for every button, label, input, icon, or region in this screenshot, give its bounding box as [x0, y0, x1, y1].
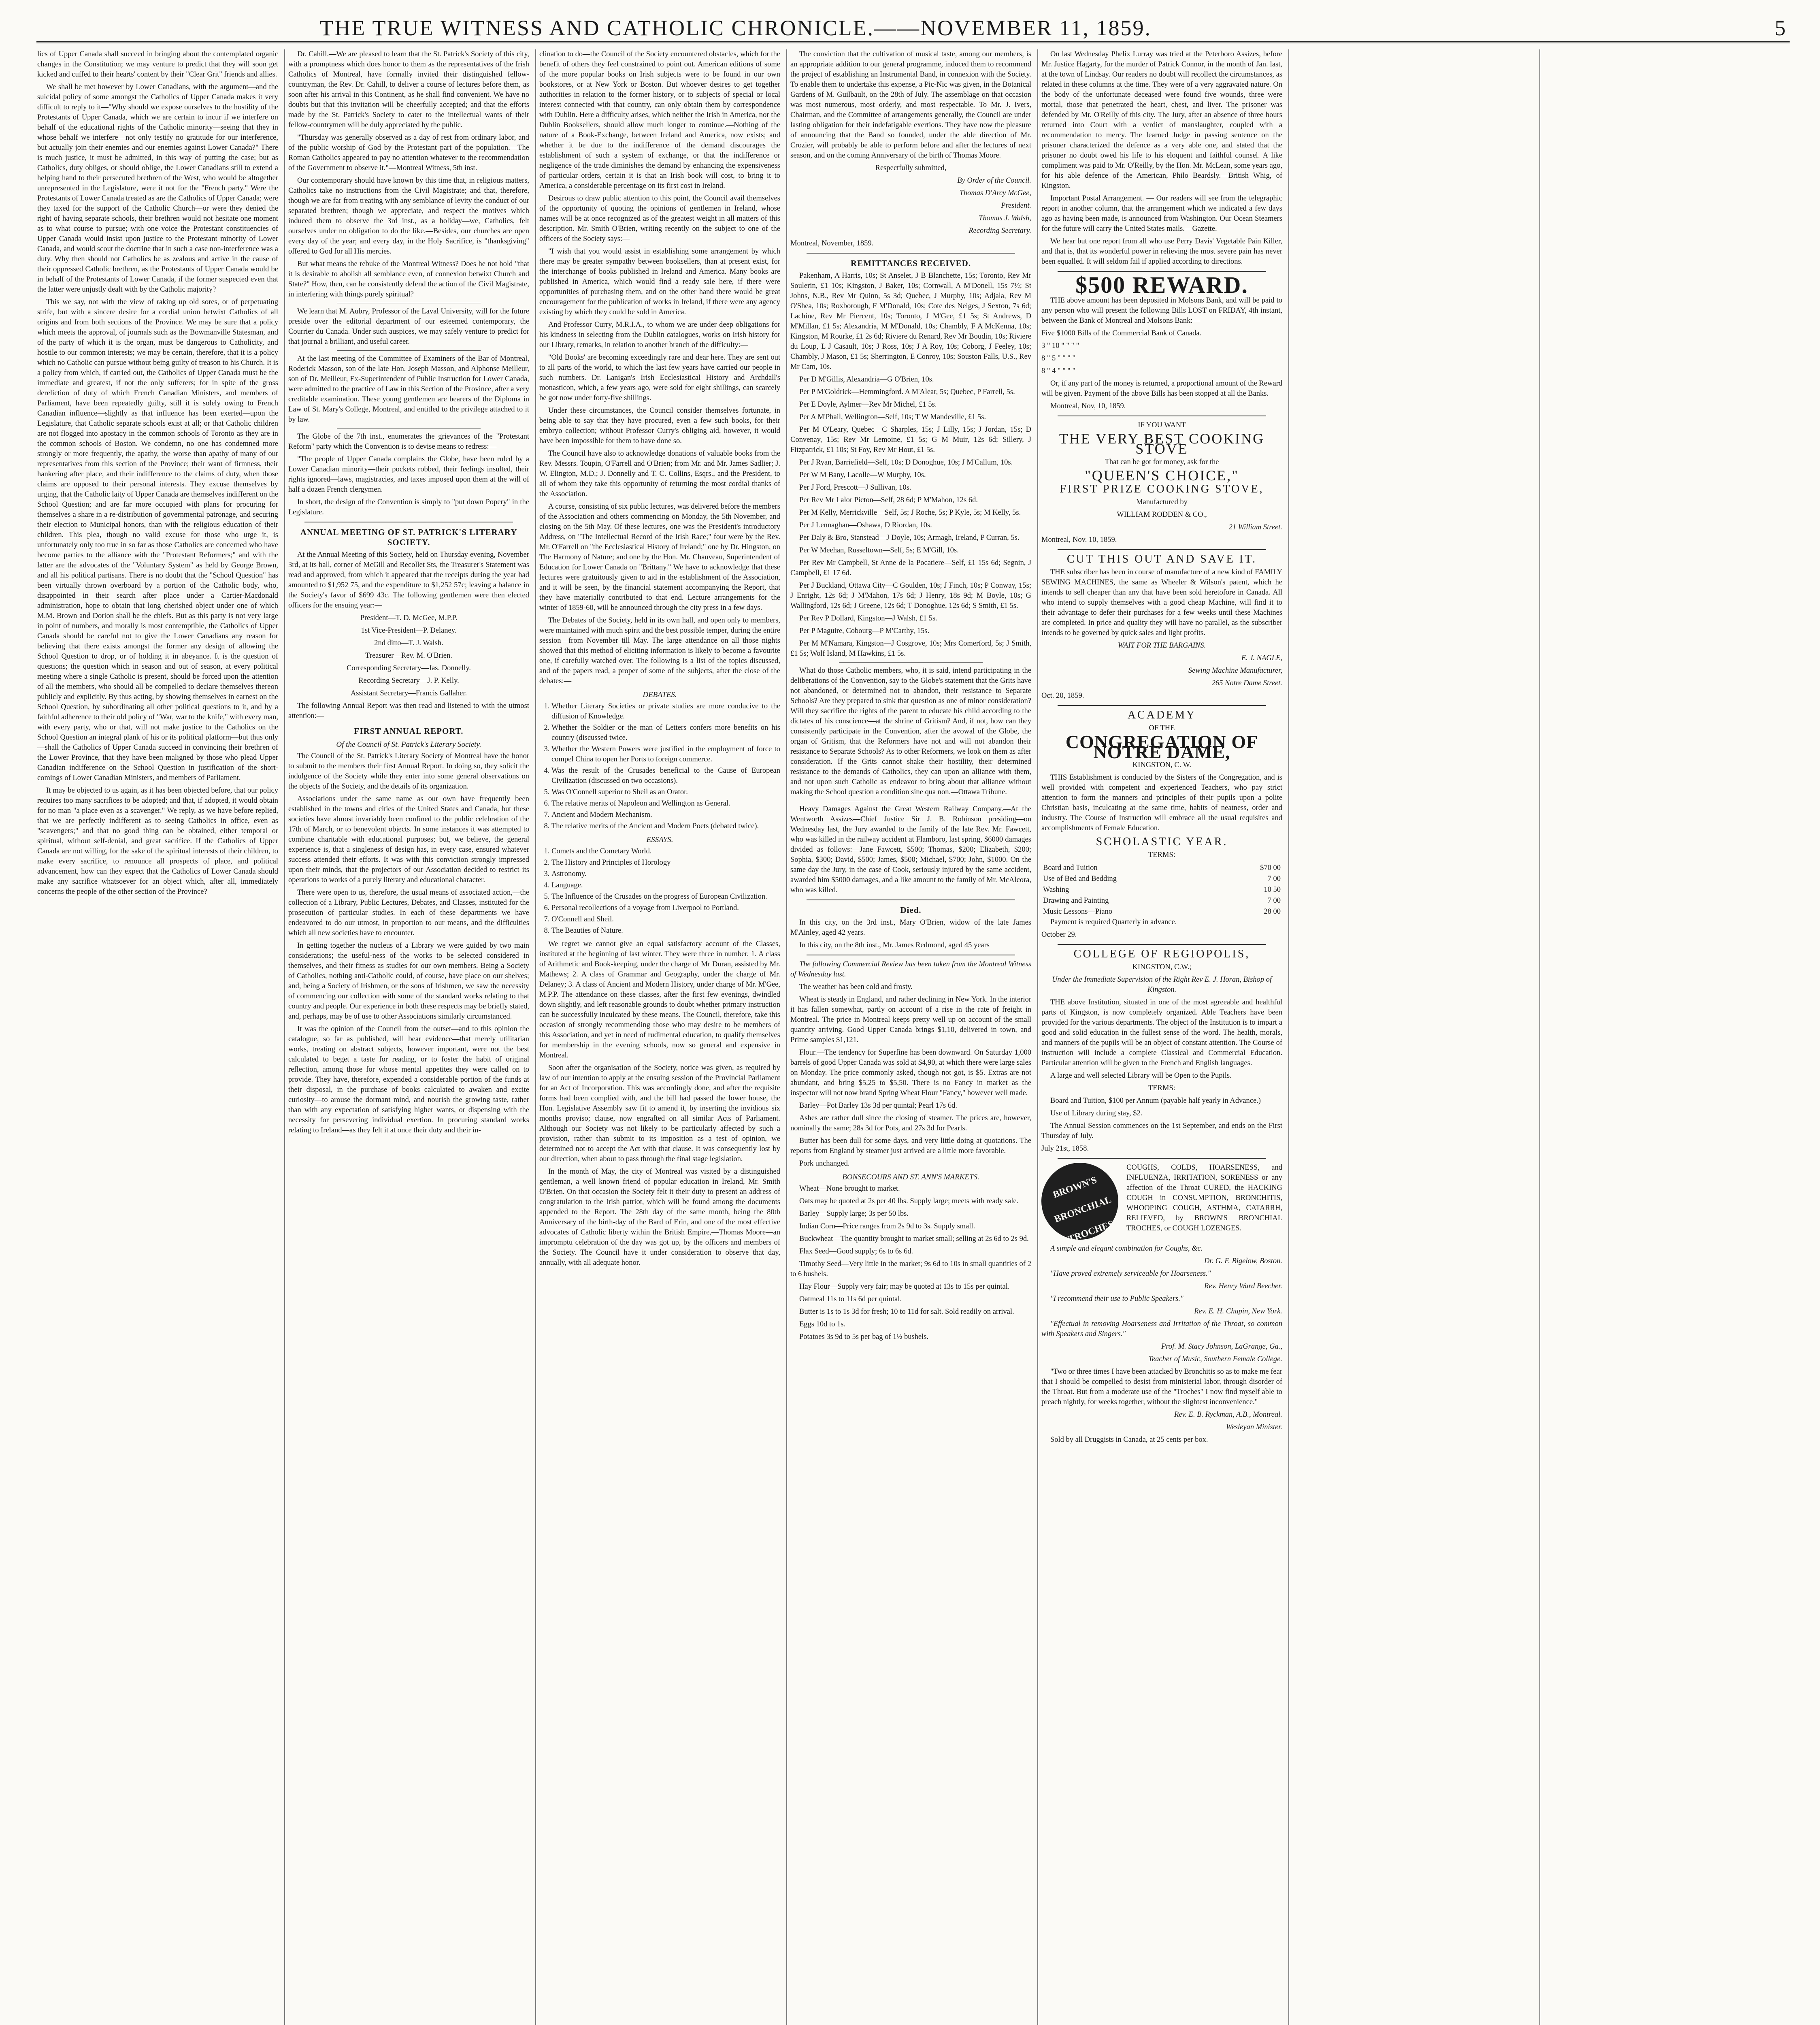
dateline: July 21st, 1858.: [1041, 1145, 1089, 1153]
remittance-text: Pakenham, A Harris, 10s; St Anselet, J B Blanchette, 15s; Toronto, Rev Mr Soulerin, £1 10s; Kingston, J Baker, 10s; Cornwall, A M'Donell, 15s 7½; St Johns, N.B., Rev Mr Quinn, 5s 3d; Quebec, J Murphy, 10s; Adjala, Rev M O'Shea, 10s; Roxborough, F M'Donald, 10s; Cote des Neiges, J Sexton, 7s 6d; Lachine, Rev Mr Piercent, 10s; Toronto, J M'Gee, £1 5s; St Andrews, D M'Millan, £1 5s; Alexandria, M M'Donald, 10s; Chambly, F A McKenna, 10s; Kingston, M Rourke, £1 2s 6d; Riviere du Renard, Rev Mr Boudin, 10s; Riviere du Loup, L J Casault, 10s; J Ross, 10s; J A Roy, 10s; Coborg, J Feeley, 10s; Chambly, J Mason, £1 5s; Sherrington, E Conroy, 10s; Souston Falls, U.S., Rev Mr Cam, 10s.: [790, 272, 1031, 371]
list-item: 1. Comets and the Cometary World.: [551, 846, 780, 857]
signature-line: Recording Secretary.: [969, 227, 1031, 235]
stove-ad-line: Manufactured by: [1136, 498, 1188, 506]
newspaper-title: THE TRUE WITNESS AND CATHOLIC CHRONICLE.——NOVEMBER 11, 1859.: [320, 16, 1152, 40]
sewing-ad-heading: CUT THIS OUT AND SAVE IT.: [1066, 553, 1257, 565]
column-4: [790, 49, 1031, 2025]
list-heading: ESSAYS.: [646, 836, 673, 844]
list-item: 4. Language.: [551, 880, 780, 891]
remittance-text: Per E Doyle, Aylmer—Rev Mr Michel, £1 5s.: [799, 401, 937, 409]
college-location: KINGSTON, C.W.;: [1132, 963, 1192, 971]
reward-text: Or, if any part of the money is returned, a proportional amount of the Reward will be given. Payment of the above Bills has been stopped at all the Banks.: [1041, 379, 1282, 398]
academy-text: THIS Establishment is conducted by the Sisters of the Congregation, and is well provided with competent and experienced Teachers, who pay strict attention to form the manners and principles of their pupils upon a polite Christian basis, inculcating at the same time, habits of neatness, order and industry. The Course of Instruction will embrace all the usual requisites and accomplishments of Female Education.: [1041, 774, 1282, 832]
column-rule: [786, 49, 787, 2025]
list-item: 8. The Beauties of Nature.: [551, 926, 780, 936]
article-paragraph: The Debates of the Society, held in its own hall, and open only to members, were maintained with much spirit and the best possible temper, during the entire session—from November till May. The large attendance on all those nights showed that this method of eliciting information is likely to become a favourite one, if carefully watched over. The following is a list of the topics discussed, and of the papers read, a proper of some of the subjects, after the close of the debates:—: [539, 616, 780, 685]
commercial-paragraph: Pork unchanged.: [799, 1160, 850, 1168]
article-paragraph: In getting together the nucleus of a Library we were guided by two main considerations; the useful-ness of the works to be selected considered in themselves, and their fitness as studies for our own members. Being a Society of Catholics, nothing anti-Catholic could, of course, have place on our shelves; and, being a Society of Irishmen, or the sons of Irishmen, we saw the necessity of commencing our collection with some of the standard works relating to that country and people. Our experience in both these respects may be briefly stated, and, perhaps, may be of use to other Associations similarly circumstanced.: [288, 942, 529, 1021]
stove-ad-maker: WILLIAM RODDEN & CO.,: [1117, 511, 1207, 519]
article-paragraph: Associations under the same name as our own have frequently been established in the towns and cities of the United States and Canada, but these societies have almost invariably been confined to the public celebration of the 17th of March, or to benevolent objects. In some instances it was attempted to combine charitable with educational purposes; but, we believe, the general experience is, that a singleness of design has, in every case, ensured whatever success attended their efforts. It was with this conviction strongly impressed upon their minds, that the projectors of our Association decided to restrict its operations to works of a purely literary and educational character.: [288, 795, 529, 884]
page-number: 5: [1775, 16, 1786, 40]
article-paragraph: Heavy Damages Against the Great Western Railway Company.—At the Wentworth Assizes—Chief Justice Sir J. B. Robinson presiding—on Wednesday last, the Jury awarded to the family of the late Rev. Mr. Fawcett, who was killed in the railway accident at Flamboro, last spring, $6000 damages divided as follows:—Jane Fawcett, $500; Thomas, $200; Elizabeth, $200; Sophia, $300; David, $500; James, $500; Michael, $700; John, $1000. On the same day the Jury, in the case of Cook, seriously injured by the same accident, awarded him $5000 damages, and a like amount to the family of Mr. McAlcora, who was killed.: [790, 805, 1031, 894]
article-paragraph: lics of Upper Canada shall succeed in bringing about the contemplated organic changes in the Constitution; we may venture to predict that they will soon get kicked and cuffed to their hearts' content by their "Clear Grit" friends and allies.: [37, 50, 278, 79]
debates-list: [539, 701, 780, 831]
remittance-text: Per P Maguire, Cobourg—P M'Carthy, 15s.: [799, 627, 930, 635]
article-paragraph: In the month of May, the city of Montreal was visited by a distinguished gentleman, a well known friend of popular education in Ireland, Mr. Smith O'Brien. On that occasion the Society felt it their duty to present an address of congratulation to the Irish patriot, which will be found among the documents appended to the Report. The 28th day of the same month, being the 80th Anniversary of the birth-day of the Bard of Erin, and one of the most effective advocates of Catholic liberty within the British Empire,—Thomas Moore—an impromptu celebration of the day was got up, by the officers and members of the Society. The Council have it under consideration to observe that day, annually, with all adequate honor.: [539, 1168, 780, 1267]
quoted-paragraph: "The people of Upper Canada complains the Globe, have been ruled by a Lower Canadian minority—their pockets robbed, their feelings insulted, their rights ignored—laws, magistracies, and taxes imposed upon them at the will of half a dozen French clergymen.: [288, 455, 529, 494]
article-paragraph: The conviction that the cultivation of musical taste, among our members, is an appropriate addition to our general programme, induced them to recommend the project of establishing an Instrumental Band, in connexion with the Society. To enable them to undertake this expense, a Pic-Nic was given, in the Botanical Gardens of M. Guilbault, on the 28th of July. The assemblage on that occasion was most numerous, most orderly, and most respectable. To Mr. J. Ivers, Chairman, and the Committee of arrangements generally, the Council are under lasting obligation for their indefatigable exertions. They have now the pleasure of announcing that the Band so founded, under the able direction of Mr. Crozier, will probably be able to perform before and after the lectures of next season, and on the coming Anniversary of the birth of Thomas Moore.: [790, 50, 1031, 160]
remittance-text: Per Daly & Bro, Stanstead—J Doyle, 10s; Armagh, Ireland, P Curran, 5s.: [799, 534, 1020, 542]
column-1: [37, 49, 278, 2025]
terms-note: Payment is required Quarterly in advance.: [1050, 918, 1177, 926]
commercial-paragraph: Barley—Pot Barley 13s 3d per quintal; Pearl 17s 6d.: [799, 1102, 957, 1110]
obituary-item: In this city, on the 8th inst., Mr. James Redmond, aged 45 years: [799, 941, 990, 949]
divider: [1058, 1158, 1266, 1159]
commercial-paragraph: The weather has been cold and frosty.: [799, 983, 913, 991]
remittance-text: Per J Ford, Prescott—J Sullivan, 10s.: [799, 484, 911, 492]
stove-ad-name: "QUEEN'S CHOICE,": [1085, 467, 1239, 484]
market-line: Buckwheat—The quantity brought to market small; selling at 2s 6d to 2s 9d.: [799, 1235, 1029, 1243]
testimonial-author: Wesleyan Minister.: [1226, 1423, 1282, 1431]
terms-row: [1041, 906, 1282, 917]
market-line: Eggs 10d to 1s.: [799, 1320, 846, 1328]
testimonial-quote: "Have proved extremely serviceable for Hoarseness.": [1050, 1270, 1211, 1278]
market-line: Wheat—None brought to market.: [799, 1185, 900, 1193]
article-paragraph: The Globe of the 7th inst., enumerates the grievances of the "Protestant Reform" party which the Convention is to devise means to redress:—: [288, 433, 529, 451]
troches-text: COUGHS, COLDS, HOARSENESS, and INFLUENZA, IRRITATION, SORENESS or any affection of the Throat CURED, the HACKING COUGH in CONSUMPTION, BRONCHITIS, WHOOPING COUGH, ASTHMA, CATARRH, RELIEVED, by BROWN'S BRONCHIAL TROCHES, or COUGH LOZENGES.: [1126, 1164, 1282, 1232]
terms-item: Use of Bed and Bedding: [1043, 875, 1117, 883]
article-paragraph: The Council of the St. Patrick's Literary Society of Montreal have the honor to submit to the members their first Annual Report. In doing so, they solicit the indulgence of the Society while they enter into some general observations on the objects of the Society, and the details of its organization.: [288, 752, 529, 791]
remittance-text: Per W Meehan, Russeltown—Self, 5s; E M'Gill, 10s.: [799, 546, 959, 554]
testimonial-author: Rev. Henry Ward Beecher.: [1204, 1282, 1282, 1290]
terms-price: 7 00: [1267, 875, 1281, 883]
column-rule: [1288, 49, 1289, 2025]
reward-bill-line: 8 " 4 " " " ": [1041, 367, 1076, 375]
college-supervision: Under the Immediate Supervision of the Right Rev E. J. Horan, Bishop of Kingston.: [1052, 976, 1272, 994]
testimonial-author: Prof. M. Stacy Johnson, LaGrange, Ga.,: [1161, 1343, 1282, 1351]
list-item: 6. Personal recollections of a voyage from Liverpool to Portland.: [551, 903, 780, 913]
officer-line: 2nd ditto—T. J. Walsh.: [374, 639, 443, 647]
remittance-text: Per D M'Gillis, Alexandria—G O'Brien, 10s.: [799, 375, 934, 384]
section-heading: Died.: [900, 905, 922, 915]
obituary-item: In this city, on the 3rd inst., Mary O'Brien, widow of the late James M'Ainley, aged 42 years.: [790, 919, 1031, 937]
academy-title: CONGREGATION OF NOTRE DAME,: [1065, 731, 1258, 762]
college-heading: COLLEGE OF REGIOPOLIS,: [1073, 948, 1250, 960]
sewing-ad-text: THE subscriber has been in course of manufacture of a new kind of FAMILY SEWING MACHINES, the same as Wheeler & Wilson's patent, which he intends to sell cheaper than any that have been sold heretofore in Canada. All who intend to supply themselves with a good cheap Machine, will find it to their advantage to defer their purchases for a few weeks until these Machines are completed. In price and quality they will have no parallel, as the subscriber intends to be governed by quick sales and light profits.: [1041, 568, 1282, 637]
reward-bill-line: 8 " 5 " " " ": [1041, 354, 1076, 362]
remittance-text: Per M M'Namara, Kingston—J Cosgrove, 10s; Mrs Comerford, 5s; J Smith, £1 5s; Wolf Island, M Hawkins, £1 5s.: [790, 639, 1031, 658]
college-text: THE above Institution, situated in one of the most agreeable and healthful parts of Kingston, is now completely organized. Able Teachers have been provided for the various departments. The object of the Institution is to impart a good and solid education in the fullest sense of the word. The health, morals, and manners of the pupils will be an object of constant attention. The Course of instruction will include a complete Classical and Commercial Education. Particular attention will be given to the French and English languages.: [1041, 998, 1282, 1067]
remittance-text: Per Rev Mr Lalor Picton—Self, 28 6d; P M'Mahon, 12s 6d.: [799, 496, 978, 504]
seal-text: BROWN'S BRONCHIAL TROCHES: [1051, 1174, 1115, 1245]
article-paragraph: We regret we cannot give an equal satisfactory account of the Classes, instituted at the beginning of last winter. They were three in number. 1. A class of Arithmetic and Book-keeping, under the charge of Mr Duran, assisted by Mr. Mathews; 2. A class of Grammar and Geography, under the charge of Mr. Delaney; 3. A class of Ancient and Modern History, under charge of Mr. M'Gee, M.P.P. The attendance on these classes, after the first few evenings, dwindled down slightly, and left reasonable grounds to doubt whether primary instruction can be successfully inculcated by these means. The Council, therefore, take this occasion of strongly recommending those who may desire to be members of this Association, and yet in need of rudimental education, to qualify themselves for membership in the evening schools, now so general and expensive in Montreal.: [539, 940, 780, 1059]
terms-row: [1041, 895, 1282, 906]
terms-row: [1041, 885, 1282, 895]
report-closing: Respectfully submitted,: [875, 164, 947, 172]
stove-ad-heading: THE VERY BEST COOKING STOVE: [1059, 431, 1265, 457]
divider: [807, 253, 1015, 254]
remittance-text: Per M O'Leary, Quebec—C Sharples, 15s; J Lilly, 15s; J Jordan, 15s; D Convenay, 15s; Rev Mr Lemoine, £1 5s; G M Muir, 12s 6d; Sillery, J Fitzpatrick, £1 10s; St Foy, Rev Mr Hout, £1 5s.: [790, 426, 1031, 454]
article-paragraph: A course, consisting of six public lectures, was delivered before the members of the Association and others commencing on Monday, the 5th November, and closing on the 5th May. Of these lectures, one was the President's introductory Address, on "The Intellectual Record of the Irish Race;" four were by the Rev. Mr. O'Farrell on "the Ecclesiastical History of Ireland;" one by Dr. Hingston, on The Harmony of Nature; and one by the Hon. Mr. Chauveau, Superintendent of Education for Lower Canada on "Brittany." We have to acknowledge that these lectures were gratuitously given to aid in the establishment of the Association, and it will be seen, by the financial statement accompanying the Report, that they have materially contributed to that end. Lecture arrangements for the winter of 1859-60, will be announced through the city press in a few days.: [539, 503, 780, 612]
signature-line: 265 Notre Dame Street.: [1211, 679, 1282, 687]
academy-location: KINGSTON, C. W.: [1132, 761, 1192, 769]
dateline: Montreal, November, 1859.: [790, 239, 874, 247]
stove-ad-line: That can be got for money, ask for the: [1105, 458, 1219, 466]
signature-line: E. J. NAGLE,: [1241, 654, 1282, 662]
article-paragraph: At the last meeting of the Committee of Examiners of the Bar of Montreal, Roderick Masson, son of the late Hon. Joseph Masson, and Alphonse Meilleur, son of Dr. Meilleur, Ex-Superintendent of Public Instruction for Lower Canada, were admitted to the practice of Law in this Section of the Province, after a very creditable examination. These young gentlemen are bearers of the Diploma in Law of St. Mary's College, Montreal, and entitled to the privilege attached to it by law.: [288, 355, 529, 424]
reward-bill-line: Five $1000 Bills of the Commercial Bank of Canada.: [1041, 329, 1202, 337]
article-paragraph: And Professor Curry, M.R.I.A., to whom we are under deep obligations for his kindness in selecting from the Dublin catalogues, works on Irish history for our Library, remarks, in relation to another branch of the difficulty:—: [539, 321, 780, 349]
article-paragraph: Dr. Cahill.—We are pleased to learn that the St. Patrick's Society of this city, with a promptness which does honor to them as the representatives of the Irish Catholics of Montreal, have formally invited their distinguished fellow-countryman, the Rev. Dr. Cahill, to deliver a course of lectures before them, as soon after his arrival in this Continent, as he shall find convenient. We have no doubts but that this invitation will be cheerfully accepted; and that the efforts made by the St. Patrick's Society to cater to the intellectual wants of their fellow-countrymen will be duly appreciated by the public.: [288, 50, 529, 129]
officer-line: Corresponding Secretary—Jas. Donnelly.: [346, 664, 471, 672]
column-2: [288, 49, 529, 2025]
commercial-intro: The following Commercial Review has been taken from the Montreal Witness of Wednesday last.: [790, 960, 1031, 978]
article-paragraph: We learn that M. Aubry, Professor of the Laval University, will for the future preside over the editorial department of our esteemed contemporary, the Courrier du Canada. Under such auspices, we may safely venture to predict for that journal a brilliant, and useful career.: [288, 307, 529, 346]
testimonial-author: Rev. E. H. Chapin, New York.: [1194, 1307, 1282, 1315]
column-3: [539, 49, 780, 2025]
troches-text: Sold by all Druggists in Canada, at 25 cents per box.: [1050, 1436, 1208, 1444]
dateline: Oct. 20, 1859.: [1041, 692, 1084, 700]
market-line: Butter is 1s to 1s 3d for fresh; 10 to 11d for salt. Sold readily on arrival.: [799, 1308, 1014, 1316]
advertisement-text: We hear but one report from all who use Perry Davis' Vegetable Pain Killer, and that is, that its wonderful power in relieving the most severe pain has never been equalled. It will seldom fail if applied according to directions.: [1041, 237, 1282, 266]
reward-text: THE above amount has been deposited in Molsons Bank, and will be paid to any person who will present the following Bills LOST on FRIDAY, 4th instant, between the Bank of Montreal and Molsons Bank:—: [1041, 296, 1282, 325]
quoted-paragraph: "Thursday was generally observed as a day of rest from ordinary labor, and of the public worship of God by the Protestant part of the population.—The Roman Catholics appeared to pay no attention whatever to the recommendation of the Government to observe it."—Montreal Witness, 5th inst.: [288, 134, 529, 172]
commercial-paragraph: Wheat is steady in England, and rather declining in New York. In the interior it has fallen somewhat, partly on account of a rise in the rate of freight in Montreal. The price in Montreal keeps pretty well up on account of the small quantity arriving. Good Upper Canada brings $1,10, delivered in town, and Prime samples $1,121.: [790, 995, 1031, 1044]
remittance-text: Per J Ryan, Barriefield—Self, 10s; D Donoghue, 10s; J M'Callum, 10s.: [799, 458, 1013, 467]
article-paragraph: In short, the design of the Convention is simply to "put down Popery" in the Legislature.: [288, 498, 529, 516]
article-paragraph: It was the opinion of the Council from the outset—and to this opinion the catalogue, so far as published, will bear evidence—that merely utilitarian works, treating on abstract subjects, however important, were not the best calculated to beget a taste for reading, or to foster the habit of original reflection, among those for whose mental appetites they were called on to provide. They have, therefore, expended a considerable portion of the funds at their disposal, in the purchase of books calculated to awaken and excite curiosity—to arouse the dormant mind, and nourish the growing taste, rather than with any expectation of satisfying higher wants, or dispensing with the necessity for persevering individual exertion. In procuring standard works relating to Ireland—as they felt it at once their duty and their in-: [288, 1025, 529, 1134]
article-paragraph: Under these circumstances, the Council consider themselves fortunate, in being able to say that they have procured, even a few such books, for their embryo collection; without Professor Curry's obliging aid, however, it would have been impossible for them to have done so.: [539, 407, 780, 445]
column-rule: [1539, 49, 1540, 2025]
market-line: Indian Corn—Price ranges from 2s 9d to 3s. Supply small.: [799, 1222, 975, 1230]
scholastic-year-heading: SCHOLASTIC YEAR.: [1096, 836, 1228, 848]
commercial-paragraph: Flour.—The tendency for Superfine has been downward. On Saturday 1,000 barrels of good Upper Canada was sold at $4,90, at which there were large sales on Monday. The price commonly asked, though not got, is $5. Extras are not abundant, and bring $5,25 to $5,50. There is no Fancy in market as the inspector will not now brand Spring Wheat Flour "Fancy," however well made.: [790, 1049, 1031, 1097]
signature-line: President.: [1001, 202, 1031, 210]
article-paragraph: Our contemporary should have known by this time that, in religious matters, Catholics take no instructions from the Civil Magistrate; and that, therefore, though we are far from treating with any semblance of levity the conduct of our separated brethren; though we appreciate, and respect the motives which induced them to observe the 3rd inst., as a holiday—we, Catholics, felt ourselves under no obligation to do the like.—Besides, our churches are open every day of the year; and every day, in the Holy Sacrifice, is "thanksgiving" offered to God for all His mercies.: [288, 177, 529, 256]
list-heading: DEBATES.: [643, 691, 677, 699]
dateline: Montreal, Nov, 10, 1859.: [1050, 402, 1126, 410]
column-rule: [535, 49, 536, 2025]
testimonial-quote: "Effectual in removing Hoarseness and Irritation of the Throat, so common with Speakers and Singers.": [1041, 1320, 1282, 1338]
market-line: Flax Seed—Good supply; 6s to 6s 6d.: [799, 1247, 913, 1256]
market-line: Potatoes 3s 9d to 5s per bag of 1½ bushels.: [799, 1333, 929, 1341]
testimonial-quote: "I recommend their use to Public Speakers.": [1050, 1295, 1184, 1303]
article-paragraph: The following Annual Report was then read and listened to with the utmost attention:—: [288, 702, 529, 720]
terms-heading: TERMS:: [1148, 851, 1175, 859]
divider: [1058, 944, 1266, 945]
commercial-paragraph: Butter has been dull for some days, and very little doing at quotations. The reports from England by steamer just arrived are a little more favorable.: [790, 1137, 1031, 1155]
list-item: 5. The Influence of the Crusades on the progress of European Civilization.: [551, 892, 780, 902]
quoted-paragraph: "Old Books' are becoming exceedingly rare and dear here. They are sent out to all parts of the world, to which the last few years have carried our people in such numbers. Dr. Lanigan's Irish Ecclesiastical History and Archdall's monasticon, which, a few years ago, were sold for eight shillings, can scarcely be got now under forty-five shillings.: [539, 354, 780, 402]
divider: [839, 662, 983, 663]
article-paragraph: What do those Catholic members, who, it is said, intend participating in the deliberations of the Convention, say to the Globe's statement that the Grits have not abandoned, or determined not to abandon, their resistance to Separate Schools? Are they prepared to sink that question as one of minor consideration? Will they sacrifice the rights of the parent to educate his child according to the dictates of his conscience—at the shrine of Gritism? And, if not, how can they consistently participate in the Convention, after the avowal of the Globe, the organ of Gritism, that the Reformers have not and will not abandon their resistance to Separate Schools? As to other Reformers, we look on them as after consideration. If the Grits cannot shake their hostility, their determined resistance to the demands of Catholics, they can upon an alliance with them, and not upon such Catholic as endeavor to bring about that alliance without making the School question a condition sine qua non.—Ottawa Tribune.: [790, 667, 1031, 796]
terms-item: Washing: [1043, 886, 1069, 894]
college-terms: Use of Library during stay, $2.: [1050, 1109, 1143, 1117]
article-paragraph: We shall be met however by Lower Canadians, with the argument—and the suicidal policy of some amongst the Catholics of Upper Canada makes it very difficult to reply to it—"Why should we expose ourselves to the hostility of the Protestants of Upper Canada, which we are certain to incur if we interfere on behalf of the educational rights of the Catholic minority—seeing that they in whose behalf we interfere—not only testify no gratitude for our interference, but actually join their enemies and our enemies against Lower Canada?" There is much justice, it must be admitted, in this way of putting the case; but as Catholics, duty obliges, or should oblige, the Lower Canadians still to extend a helping hand to their persecuted brethren of the West, who would be altogether unrepresented in the Legislature, were it not for the "French party." Were the Protestants of Lower Canada treated as are the Catholics of Upper Canada; were they taxed for the support of the Catholic Church—or were they denied the right of having separate schools, their brethren would not hesitate one moment as to what course to pursue; with one voice the Protestant constituencies of Upper Canada would insist upon justice to the Protestant minority of Lower Canada, and would scout the doctrine that in such a case non-interference was a duty. Why then should not Catholics be as zealous and active in the cause of their oppressed Catholic brethren, as the Protestants of Upper Canada would be in behalf of the Protestants of Lower Canada, if the former suspected even that the latter were unjustly dealt with by the Catholic majority?: [37, 83, 278, 294]
list-item: 6. The relative merits of Napoleon and Wellington as General.: [551, 799, 780, 809]
troches-seal-logo: [1041, 1152, 1129, 1251]
academy-line: OF THE: [1149, 724, 1175, 732]
college-text: A large and well selected Library will be Open to the Pupils.: [1050, 1072, 1232, 1080]
remittance-text: Per W M Bany, Lacolle—W Murphy, 10s.: [799, 471, 926, 479]
quoted-paragraph: "I wish that you would assist in establishing some arrangement by which there may be greater sympathy between booksellers, than at present exist, for the interchange of books published in Ireland and America. Many books are published in America, which would find a ready sale here, if there were opportunities of purchasing them, and on the other hand there would be great encouragement for the publication of works in Ireland, if there were any agency existing by which they could be sold in America.: [539, 247, 780, 316]
reward-heading: $500 REWARD.: [1075, 272, 1248, 298]
signature-line: By Order of the Council.: [957, 177, 1031, 185]
officer-line: President—T. D. McGee, M.P.P.: [360, 614, 458, 622]
remittance-text: Per Rev Mr Campbell, St Anne de la Pocatiere—Self, £1 15s 6d; Segnin, J Campbell, £1 17 6d.: [790, 559, 1031, 577]
testimonial-author: Rev. E. B. Ryckman, A.B., Montreal.: [1174, 1411, 1282, 1419]
remittance-text: Per J Lennaghan—Oshawa, D Riordan, 10s.: [799, 521, 932, 529]
remittance-text: Per M Kelly, Merrickville—Self, 5s; J Roche, 5s; P Kyle, 5s; M Kelly, 5s.: [799, 509, 1021, 517]
list-item: 7. Ancient and Modern Mechanism.: [551, 810, 780, 820]
stove-ad-address: 21 William Street.: [1228, 523, 1282, 531]
article-paragraph: This we say, not with the view of raking up old sores, or of perpetuating strife, but with a sincere desire for a cordial union betwixt Catholics of all origins and from both sections of the Province. We may be sure that a policy which meets the approval, of journals such as the Bowmanville Statesman, and of the party of which it is the organ, must be dangerous to Catholicity, and hostile to our common interests; we may be certain, therefore, that it is a policy which no Catholic can pursue without being guilty of treason to his Church. It is a policy from which, if carried out, the Catholics of Upper Canada must be the immediate and greatest, if not the only sufferers; for in spite of the gross dereliction of duty of which French Canadian Ministers, and members of Parliament, have been repeatedly guilty, still it is solely owing to French Canadian influence—slightly as that influence has been exerted—upon the Legislature, that Catholic separate schools exist at all; or that Catholic children are not flogged into apostacy in the common schools of Toronto as they are in the common schools of Boston. We condemn, no one has condemned more strongly or more frequently, the apathy, the worse than apathy of many of our representatives from this section of the Province; their want of firmness, their hankering after place, and their indifference to the claims of duty, when those claims are opposed to their personal interests. They excuse themselves by urging, that the Catholic laity of Upper Canada are themselves indifferent on the School Question; and are far more occupied with plans for procuring for themselves a share in a re-distribution of governmental patronage, and securing their election to Municipal honors, than with the religious education of their children. This plea, though no valid excuse for those who urge it, is unfortunately only too true in so far as those Catholics are concerned who have become parties to the alliance with the "Protestant Reformers;" and with the latter are the advocates of the "Voluntary System" as held by George Brown, and all his political partisans. There is no doubt that the "School Question" has been virtually thrown overboard by a portion of the Catholic body, who, disappointed in their search after place under a Cartier-Macdonald administration, hope to obtain that long cherished object under one of which M.M. Brown and Dorion shall be the chiefs. But as this party is not very large in point of numbers, and morally is most contemptible, the Catholics of Upper Canada should be careful not to give the Lower Canadians any reason for believing that there exists amongst the former any design of allowing the School Question to drop, or of holding it in abeyance. It is the question of questions; the question which in season and out of season, at every political meeting where a single Catholic is present, should be forced upon the attention of all the members, who should all be compelled to declare themselves thereon publicly and explicitly. By thus acting, by showing themselves in earnest on the School Question, by subordinating all other political questions to it, and by a faithful adherence to their old policy of "War, war to the knife," with every man, with every party, who or that, will not make justice to the Catholics on the School Question an integral plank of his or its political platform—but thus only—shall the Catholics of Upper Canada succeed in convincing their brethren of the Lower Province, that they have been maligned by those who plead Upper Canadian indifference on the School Question in justification of the short-comings of Lower Canadian Ministers, and members of Parliament.: [37, 298, 278, 782]
terms-item: Music Lessons—Piano: [1043, 908, 1113, 916]
column-5: [1041, 49, 1282, 2025]
commercial-paragraph: Ashes are rather dull since the closing of steamer. The prices are, however, nominally the same; 28s 3d for Pots, and 27s 3d for Pearls.: [790, 1114, 1031, 1132]
article-paragraph: Soon after the organisation of the Society, notice was given, as required by law of our intention to apply at the ensuing session of the Provincial Parliament for an Act of Incorporation. This was accordingly done, and after the requisite forms had been complied with, and the bill had passed the lower house, the Hon. Legislative Assembly saw fit to amend it, by inserting the invidious six months proviso; clause, now engrafted on all similar Acts of Parliament. Although our Society was not likely to be particularly affected by such a provision, rather than submit to its imposition as a test of opinion, we determined not to accept the Act with that clause. It was consequently lost by our direction, when about to pass through the final stage legislation.: [539, 1064, 780, 1163]
article-paragraph: It may be objected to us again, as it has been objected before, that our policy requires too many sacrifices to be adopted; and that, if adopted, it would obtain for no man "a place even as a scavenger." We reply, as we have before replied, that we are perfectly indifferent as to seeing Catholics in office, even as "scavengers;" and that no good thing can be obtained, either temporal or spiritual, without self-denial, and great sacrifice. If the Catholics of Upper Canada are not willing, for the sake of the spiritual interests of their children, to make every sacrifice, to renounce all prospects of place, and political advancement, how can they expect that the Catholics of Lower Canada should make any sacrifice whatsoever for an object which, after all, immediately concerns the people of the other section of the Province?: [37, 787, 278, 896]
officer-line: Treasurer—Rev. M. O'Brien.: [365, 652, 452, 660]
column-rule: [1037, 49, 1038, 2025]
section-heading: FIRST ANNUAL REPORT.: [354, 726, 464, 736]
officer-line: Assistant Secretary—Francis Gallaher.: [350, 689, 467, 697]
terms-row: [1041, 863, 1282, 874]
remittance-text: Per J Buckland, Ottawa City—C Goulden, 10s; J Finch, 10s; P Conway, 15s; J Enright, 12s 6d; J M'Mahon, 17s 6d; J Henry, 18s 9d; M Boyle, 10s; G Wallingford, 12s 6d; J Greene, 12s 6d; T Donoghue, 12s 6d; S Smith, £1 5s.: [790, 582, 1031, 610]
college-terms: Board and Tuition, $100 per Annum (payable half yearly in Advance.): [1050, 1097, 1261, 1105]
terms-item: Board and Tuition: [1043, 864, 1098, 872]
market-line: Oats may be quoted at 2s per 40 lbs. Supply large; meets with ready sale.: [799, 1197, 1019, 1205]
remittance-text: Per P M'Goldrick—Hemmingford. A M'Alear, 5s; Quebec, P Farrell, 5s.: [799, 388, 1015, 396]
terms-price: $70 00: [1260, 864, 1281, 872]
terms-row: [1041, 874, 1282, 885]
stove-ad-line: IF YOU WANT: [1138, 421, 1186, 429]
article-paragraph: Important Postal Arrangement. — Our readers will see from the telegraphic report in another column, that the arrangement which we indicated a few days ago as having been made, is announced from Washington. Our Ocean Steamers for the future will carry the United States mails.—Gazette.: [1041, 194, 1282, 233]
list-item: 2. Whether the Soldier or the man of Letters confers more benefits on his country (discussed twice.: [551, 723, 780, 743]
list-item: 2. The History and Principles of Horology: [551, 858, 780, 868]
terms-item: Drawing and Painting: [1043, 897, 1109, 905]
list-item: 3. Whether the Western Powers were justified in the employment of force to compel China to open her Ports to foreign commerce.: [551, 744, 780, 765]
troches-text: A simple and elegant combination for Coughs, &c.: [1050, 1245, 1203, 1253]
divider: [1058, 549, 1266, 550]
list-item: 1. Whether Literary Societies or private studies are more conducive to the diffusion of Knowledge.: [551, 701, 780, 722]
college-terms: The Annual Session commences on the 1st September, and ends on the First Thursday of July.: [1041, 1122, 1282, 1140]
market-line: Hay Flour—Supply very fair; may be quoted at 13s to 15s per quintal.: [799, 1283, 1010, 1291]
reward-bill-line: 3 " 10 " " " ": [1041, 342, 1079, 350]
testimonial-author: Dr. G. F. Bigelow, Boston.: [1204, 1257, 1282, 1265]
article-paragraph: Desirous to draw public attention to this point, the Council avail themselves of the opportunity of quoting the opinions of gentlemen in Ireland, whose names will be at once recognized as of the greatest weight in all matters of this description. Mr. Smith O'Brien, writing recently on the subject to one of the officers of the Society says:—: [539, 194, 780, 243]
remittance-text: Per A M'Phail, Wellington—Self, 10s; T W Mandeville, £1 5s.: [799, 413, 986, 421]
section-subheading: Of the Council of St. Patrick's Literary Society.: [336, 740, 481, 749]
article-paragraph: But what means the rebuke of the Montreal Witness? Does he not hold "that it is desirable to abolish all semblance even, of connexion betwixt Church and State?" How, then, can he consistently defend the action of the Civil Magistrate, in interfering with things purely spiritual?: [288, 260, 529, 298]
sewing-ad-slogan: WAIT FOR THE BARGAINS.: [1118, 642, 1206, 650]
section-heading: REMITTANCES RECEIVED.: [850, 258, 971, 268]
article-paragraph: The Council have also to acknowledge donations of valuable books from the Rev. Messrs. Toupin, O'Farrell and O'Brien; from Mr. and Mr. James Sadlier; J. W. Elington, M.D.; J. Donnelly and T. C. Collins, Esqrs., and the President, to all of whom they take this opportunity of returning the most cordial thanks of the Association.: [539, 450, 780, 498]
dateline: October 29.: [1041, 931, 1077, 939]
market-line: Timothy Seed—Very little in the market; 9s 6d to 10s in small quantities of 2 to 6 bushels.: [790, 1260, 1031, 1278]
signature-line: Thomas D'Arcy McGee,: [959, 189, 1031, 197]
divider: [1058, 705, 1266, 706]
terms-price: 28 00: [1264, 908, 1281, 916]
section-heading: ANNUAL MEETING OF ST. PATRICK'S LITERARY SOCIETY.: [300, 527, 517, 547]
signature-line: Thomas J. Walsh,: [979, 214, 1031, 222]
list-item: 7. O'Connell and Sheil.: [551, 914, 780, 925]
essays-list: [539, 846, 780, 936]
article-paragraph: There were open to us, therefore, the usual means of associated action,—the collection of a Library, Public Lectures, Debates, and Classes, instituted for the prosecution of particular studies. In each of these departments we have endeavored to do our utmost, in proportion to our means, and the difficulties which all new societies have to encounter.: [288, 889, 529, 937]
academy-heading: ACADEMY: [1127, 709, 1196, 721]
testimonial-quote: "Two or three times I have been attacked by Bronchitis so as to make me fear that I should be compelled to desist from ministerial labor, through disorder of the Throat. But from a moderate use of the "Troches" I now find myself able to preach nightly, for weeks together, without the slightest inconvenience.": [1041, 1368, 1282, 1406]
remittance-text: Per Rev P Dollard, Kingston—J Walsh, £1 5s.: [799, 614, 937, 622]
signature-line: Sewing Machine Manufacturer,: [1188, 667, 1282, 675]
officer-line: 1st Vice-President—P. Delaney.: [361, 627, 457, 635]
list-item: 4. Was the result of the Crusades beneficial to the Cause of European Civilization (discussed on two occasions).: [551, 766, 780, 786]
article-paragraph: At the Annual Meeting of this Society, held on Thursday evening, November 3rd, at its hall, corner of McGill and Recollet Sts, the Treasurer's Statement was read and approved, from which it appeared that the receipts during the year had amounted to $1,952 75, and the expenditure to $1,252 57c; leaving a balance in the Society's favor of $699 43c. The following gentlemen were then elected officers for the ensuing year:—: [288, 551, 529, 610]
terms-table: [1041, 863, 1282, 917]
troches-advertisement: [1041, 1163, 1282, 1244]
column-rule: [284, 49, 285, 2025]
officer-line: Recording Secretary—J. P. Kelly.: [358, 677, 459, 685]
list-item: 8. The relative merits of the Ancient and Modern Poets (debated twice).: [551, 821, 780, 831]
market-line: Oatmeal 11s to 11s 6d per quintal.: [799, 1295, 902, 1303]
list-item: 5. Was O'Connell superior to Sheil as an Orator.: [551, 787, 780, 797]
testimonial-author: Teacher of Music, Southern Female College.: [1148, 1355, 1282, 1363]
list-item: 3. Astronomy.: [551, 869, 780, 879]
markets-heading: BONSECOURS AND ST. ANN'S MARKETS.: [842, 1173, 979, 1181]
article-paragraph: clination to do—the Council of the Society encountered obstacles, which for the benefit of others they feel constrained to point out. American editions of some of the more popular books on Irish subjects were to be found in our own bookstores, or at New York or Boston. But whoever desires to get together authorities in relation to the former history, or to subjects of special or local interest connected with that country, can only obtain them by correspondence with Dublin. Here a difficulty arises, which neither the Irish in America, nor the Dublin Booksellers, should allow much longer to continue.—Nothing of the nature of a Book-Exchange, between Ireland and America, now exists; and whether it be due to the indifference of the demand discourages the establishment of such a system of exchange, or that the indifference or negligence of the trade diminishes the demand by enhancing the expensiveness of particular orders, certain it is that an Irish book will cost, to bring it to America, a considerable percentage on its first cost in Ireland.: [539, 50, 780, 190]
market-line: Barley—Supply large; 3s per 50 lbs.: [799, 1210, 909, 1218]
stove-ad-prize: FIRST PRIZE COOKING STOVE,: [1060, 483, 1264, 495]
divider: [337, 350, 481, 351]
terms-price: 7 00: [1267, 897, 1281, 905]
article-paragraph: On last Wednesday Phelix Lurray was tried at the Peterboro Assizes, before Mr. Justice Hagarty, for the murder of Patrick Connor, in the month of Jan. last, at the town of Lindsay. Our readers no doubt will recollect the circumstances, as related in these columns at the time. They were of a very aggravated nature. On the body of the unfortunate deceased were found five wounds, three were mortal, those that penetrated the heart, chest, and liver. The prisoner was defended by Mr. O'Reilly of this city. The Jury, after an absence of three hours returned into Court with a verdict of manslaughter, coupled with a recommendation to mercy. The learned Judge in passing sentence on the prisoner characterized the defence as a very able one, and stated that the prisoner no doubt owed his life to his eloquent and faithful counsel. A like compliment was paid to Mr. O'Reilly, by the Hon. Mr. McLean, some years ago, for his able defence of the American, Philo Beardsly.—British Whig, of Kingston.: [1041, 50, 1282, 190]
dateline: Montreal, Nov. 10, 1859.: [1041, 536, 1117, 544]
terms-heading: TERMS:: [1148, 1084, 1175, 1092]
masthead: [36, 13, 1790, 43]
terms-price: 10 50: [1264, 886, 1281, 894]
